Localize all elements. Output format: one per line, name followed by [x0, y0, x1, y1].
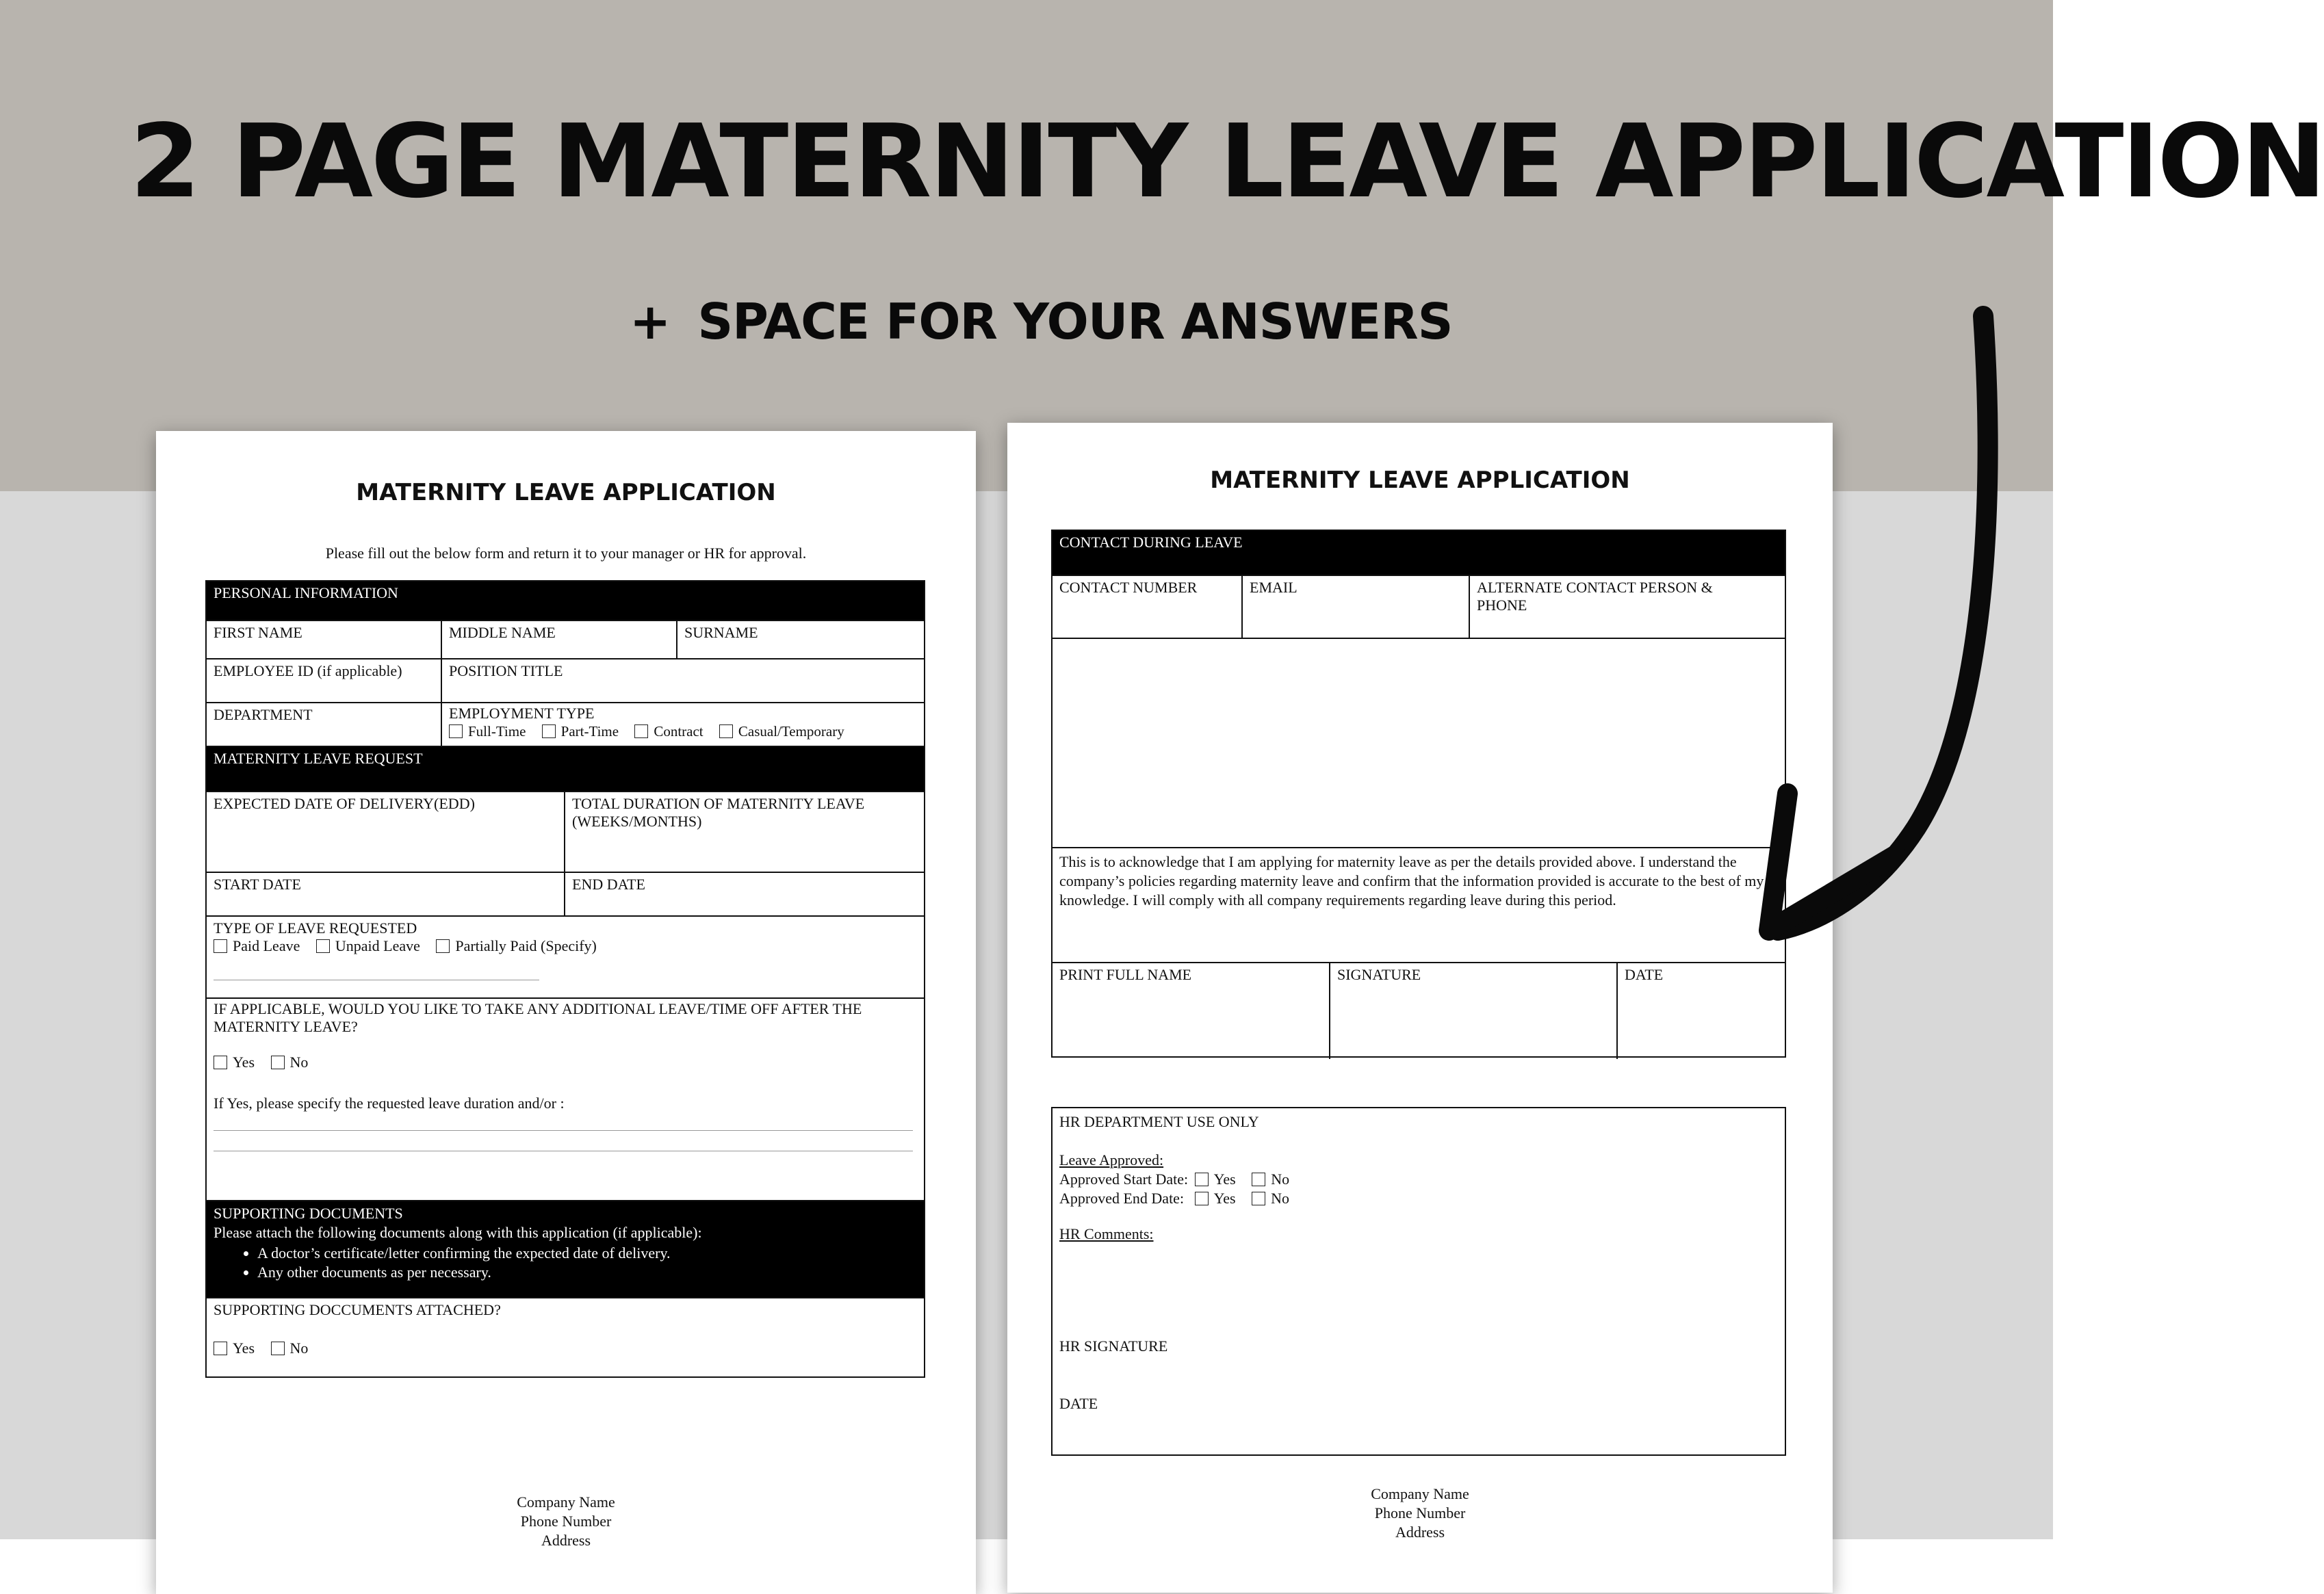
if-yes-text: If Yes, please specify the requested leave duration and/or :: [214, 1095, 565, 1112]
plus-sign: +: [630, 293, 671, 350]
end-date-field[interactable]: END DATE: [564, 873, 924, 915]
start-date-field[interactable]: START DATE: [214, 876, 301, 893]
address: Address: [541, 1532, 591, 1549]
option-unpaid-leave[interactable]: [316, 937, 420, 955]
form-page-2: [1007, 423, 1833, 1593]
page1-form: [205, 580, 925, 1378]
edd-row: [207, 791, 924, 872]
leave-type-field: [207, 917, 924, 997]
total-duration-field[interactable]: TOTAL DURATION OF MATERNITY LEAVE (WEEKS/MONTHS): [564, 792, 924, 872]
approved-end-yes[interactable]: [1195, 1189, 1236, 1208]
option-part-time[interactable]: [542, 722, 619, 740]
attached-field: [207, 1298, 924, 1376]
option-label: Casual/Temporary: [738, 723, 844, 740]
subline: [630, 293, 1453, 350]
approved-start-row: [1059, 1170, 1778, 1189]
option-label: Yes: [1213, 1190, 1236, 1207]
company-name: Company Name: [1371, 1485, 1469, 1502]
checkbox[interactable]: [542, 724, 556, 738]
option-label: Contract: [654, 723, 703, 740]
leave-approved-label: Leave Approved:: [1059, 1151, 1164, 1168]
approved-start-label: Approved Start Date:: [1059, 1171, 1189, 1188]
hr-header: HR DEPARTMENT USE ONLY: [1059, 1113, 1259, 1130]
page1-footer: [156, 1493, 976, 1550]
hr-comments-label: HR Comments:: [1059, 1225, 1154, 1242]
page2-footer: [1007, 1485, 1833, 1542]
checkbox[interactable]: [719, 724, 733, 738]
contact-form: [1051, 530, 1786, 1058]
leave-request-header: [207, 746, 924, 791]
supporting-docs-list: [214, 1244, 917, 1282]
option-full-time[interactable]: [449, 722, 526, 740]
form-page-1: [156, 431, 976, 1594]
banner-background: [0, 0, 2324, 491]
subline-text: SPACE FOR YOUR ANSWERS: [697, 293, 1453, 350]
additional-no[interactable]: [271, 1054, 309, 1071]
approved-end-row: [1059, 1189, 1778, 1208]
email-field[interactable]: EMAIL: [1241, 576, 1469, 638]
acknowledge-text: This is to acknowledge that I am applying for maternity leave as per the details provided above. I understand the company’s policies regarding maternity leave and confirm that the information provided is accurate to the best of my knowledge. I will comply with all company requirements regarding leave during this period.: [1059, 853, 1764, 909]
leave-type-row: [207, 915, 924, 997]
contact-header: [1053, 531, 1785, 575]
address: Address: [1395, 1524, 1445, 1541]
checkbox[interactable]: [449, 724, 463, 738]
additional-leave-field: [207, 999, 924, 1200]
list-item: • A doctor’s certificate/letter confirming the expected date of delivery.: [257, 1244, 917, 1263]
option-label: No: [1271, 1171, 1290, 1188]
checkbox[interactable]: [1252, 1192, 1265, 1205]
first-name-field[interactable]: FIRST NAME: [214, 624, 302, 641]
leave-request-label: MATERNITY LEAVE REQUEST: [214, 750, 423, 767]
middle-name-field[interactable]: MIDDLE NAME: [441, 621, 676, 658]
answer-line[interactable]: [214, 1130, 913, 1131]
checkbox[interactable]: [1195, 1173, 1209, 1186]
personal-info-header: [207, 582, 924, 620]
checkbox[interactable]: [271, 1342, 285, 1355]
page1-title: MATERNITY LEAVE APPLICATION: [356, 479, 776, 506]
print-name-field[interactable]: PRINT FULL NAME: [1059, 966, 1192, 983]
checkbox[interactable]: [271, 1056, 285, 1069]
supporting-docs-content: [207, 1201, 924, 1297]
approved-end-label: Approved End Date:: [1059, 1190, 1185, 1207]
attached-no[interactable]: [271, 1340, 309, 1357]
additional-yes[interactable]: [214, 1054, 255, 1071]
option-label: Yes: [233, 1340, 255, 1357]
employee-id-field[interactable]: EMPLOYEE ID (if applicable): [214, 662, 402, 679]
attached-yes[interactable]: [214, 1340, 255, 1357]
headline: 2 PAGE MATERNITY LEAVE APPLICATION: [130, 103, 2324, 220]
alternate-contact-field[interactable]: ALTERNATE CONTACT PERSON & PHONE: [1469, 576, 1785, 638]
phone-number: Phone Number: [520, 1513, 612, 1530]
option-label: Unpaid Leave: [335, 937, 420, 954]
supporting-docs-section: [207, 1200, 924, 1297]
option-label: Paid Leave: [233, 937, 300, 954]
employment-type-field: [441, 703, 924, 746]
option-label: Full-Time: [468, 723, 526, 740]
page2-title: MATERNITY LEAVE APPLICATION: [1210, 467, 1630, 494]
option-casual[interactable]: [719, 722, 844, 740]
option-paid-leave[interactable]: [214, 937, 300, 955]
hr-signature-label: HR SIGNATURE: [1059, 1337, 1168, 1355]
dates-row: [207, 872, 924, 915]
approved-start-yes[interactable]: [1195, 1170, 1236, 1189]
checkbox[interactable]: [214, 1056, 227, 1069]
phone-number: Phone Number: [1374, 1504, 1466, 1521]
hr-date-label: DATE: [1059, 1395, 1098, 1412]
approved-end-no[interactable]: [1252, 1189, 1289, 1208]
option-label: Yes: [233, 1054, 255, 1071]
signature-row: [1053, 962, 1785, 1059]
id-row: [207, 658, 924, 702]
supporting-docs-header: SUPPORTING DOCUMENTS: [214, 1205, 403, 1222]
acknowledge-row: [1053, 847, 1785, 962]
list-item: • Any other documents as per necessary.: [257, 1263, 917, 1282]
attached-row: [207, 1297, 924, 1376]
hr-section: [1053, 1108, 1785, 1416]
edd-field[interactable]: EXPECTED DATE OF DELIVERY(EDD): [214, 795, 475, 812]
checkbox[interactable]: [634, 724, 648, 738]
checkbox[interactable]: [214, 939, 227, 953]
contact-row: [1053, 575, 1785, 638]
employment-type-label: EMPLOYMENT TYPE: [449, 705, 595, 722]
checkbox[interactable]: [214, 1342, 227, 1355]
contact-answer-area[interactable]: [1053, 638, 1785, 847]
option-label: Partially Paid (Specify): [455, 937, 597, 954]
checkbox[interactable]: [316, 939, 330, 953]
option-label: Part-Time: [560, 723, 619, 740]
option-label: No: [289, 1054, 309, 1071]
supporting-docs-text: Please attach the following documents along with this application (if applicable):: [214, 1224, 702, 1241]
option-partially-paid[interactable]: [436, 937, 597, 955]
name-row: [207, 620, 924, 658]
option-contract[interactable]: [634, 722, 703, 740]
signature-field[interactable]: SIGNATURE: [1329, 963, 1616, 1059]
date-field[interactable]: DATE: [1616, 963, 1785, 1059]
attached-question: SUPPORTING DOCCUMENTS ATTACHED?: [214, 1301, 501, 1318]
company-name: Company Name: [517, 1493, 615, 1511]
leave-type-label: TYPE OF LEAVE REQUESTED: [214, 919, 417, 937]
option-label: No: [289, 1340, 309, 1357]
option-label: Yes: [1213, 1171, 1236, 1188]
personal-info-label: PERSONAL INFORMATION: [214, 584, 398, 601]
option-label: No: [1271, 1190, 1289, 1207]
contact-header-label: CONTACT DURING LEAVE: [1059, 534, 1243, 551]
contact-number-field[interactable]: CONTACT NUMBER: [1059, 579, 1198, 596]
page1-intro: Please fill out the below form and return it to your manager or HR for approval.: [325, 545, 807, 562]
surname-field[interactable]: SURNAME: [676, 621, 924, 658]
approved-start-no[interactable]: [1252, 1170, 1289, 1189]
additional-leave-row: [207, 997, 924, 1200]
department-field[interactable]: DEPARTMENT: [214, 706, 313, 723]
additional-leave-question: IF APPLICABLE, WOULD YOU LIKE TO TAKE ANY ADDITIONAL LEAVE/TIME OFF AFTER THE MATERNITY LEAVE?: [214, 1000, 862, 1035]
checkbox[interactable]: [1195, 1192, 1209, 1205]
department-row: [207, 702, 924, 746]
checkbox[interactable]: [1252, 1173, 1265, 1186]
hr-form: [1051, 1107, 1786, 1456]
position-title-field[interactable]: POSITION TITLE: [441, 659, 924, 702]
checkbox[interactable]: [436, 939, 450, 953]
